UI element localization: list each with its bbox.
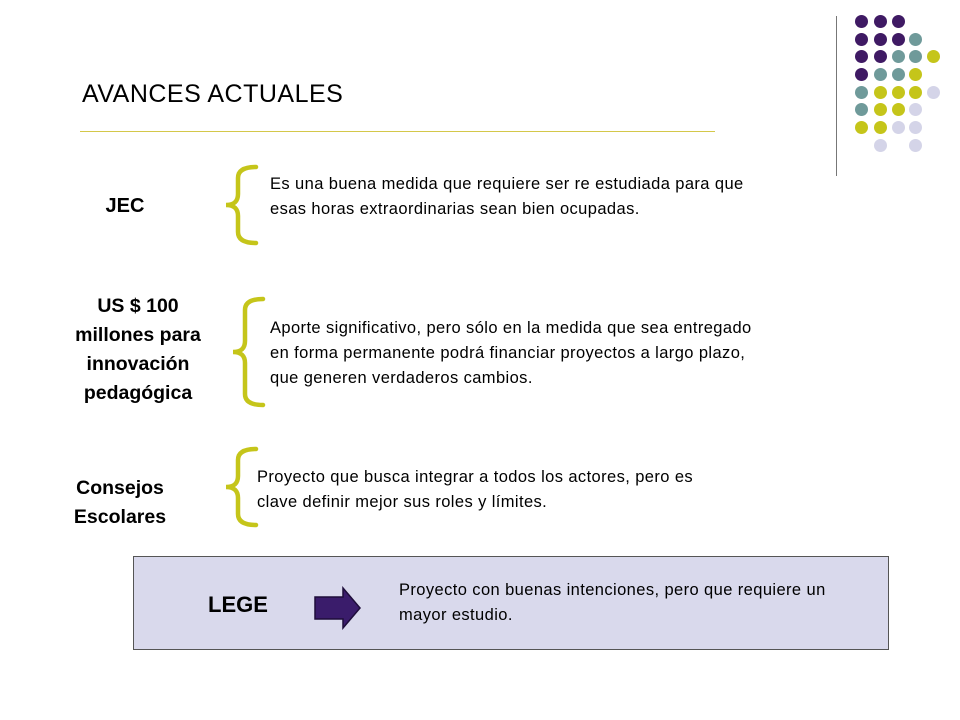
slide-title: AVANCES ACTUALES	[82, 80, 344, 108]
label-line: Escolares	[73, 506, 167, 528]
item-label-consejos	[52, 474, 188, 532]
lege-label: LEGE	[208, 592, 268, 617]
decor-dot	[855, 33, 868, 46]
decor-dot	[874, 33, 887, 46]
decor-dot	[855, 15, 868, 28]
item-description-innovacion: Aporte significativo, pero sólo en la medida que sea entregado en forma permanente podrá financiar proyectos a largo plazo, que generen verdaderos cambios.	[270, 319, 752, 387]
label-line: pedagógica	[83, 382, 193, 404]
decor-dot	[874, 15, 887, 28]
decor-dot	[892, 33, 905, 46]
label-line: innovación	[86, 353, 190, 375]
label-line: millones para	[75, 324, 201, 346]
decor-dot	[927, 50, 940, 63]
decor-dot	[874, 50, 887, 63]
label-line: US $ 100	[97, 295, 179, 317]
item-description-consejos: Proyecto que busca integrar a todos los actores, pero es clave definir mejor sus roles y límites.	[257, 468, 694, 511]
decor-dot	[927, 86, 940, 99]
decor-dot	[874, 121, 887, 134]
decorative-vertical-line	[836, 16, 837, 176]
decor-dot	[892, 50, 905, 63]
decor-dot	[874, 86, 887, 99]
curly-brace-icon	[220, 164, 260, 246]
decor-dot	[892, 68, 905, 81]
decor-dot	[855, 68, 868, 81]
title-underline	[80, 131, 715, 132]
decor-dot	[855, 121, 868, 134]
item-description-jec: Es una buena medida que requiere ser re estudiada para que esas horas extraordinarias sean bien ocupadas.	[270, 175, 744, 218]
decor-dot	[874, 68, 887, 81]
decor-dot	[909, 103, 922, 116]
decor-dot	[874, 139, 887, 152]
label-line: Consejos	[76, 477, 164, 499]
decor-dot	[909, 50, 922, 63]
decor-dot	[892, 121, 905, 134]
decor-dot	[909, 139, 922, 152]
decor-dot	[874, 103, 887, 116]
arrow-right-icon	[313, 586, 363, 630]
label-line: JEC	[105, 195, 145, 217]
decor-dot	[909, 86, 922, 99]
decor-dot	[855, 103, 868, 116]
decor-dot	[909, 33, 922, 46]
decor-dot	[892, 15, 905, 28]
decor-dot	[855, 50, 868, 63]
decor-dot	[909, 68, 922, 81]
decor-dot	[855, 86, 868, 99]
item-label-innovacion	[48, 292, 228, 408]
decor-dot	[892, 86, 905, 99]
curly-brace-icon	[227, 296, 267, 408]
curly-brace-icon	[220, 446, 260, 528]
decor-dot	[909, 121, 922, 134]
decor-dot	[892, 103, 905, 116]
lege-description: Proyecto con buenas intenciones, pero que requiere un mayor estudio.	[399, 581, 826, 624]
item-label-jec	[90, 195, 160, 218]
